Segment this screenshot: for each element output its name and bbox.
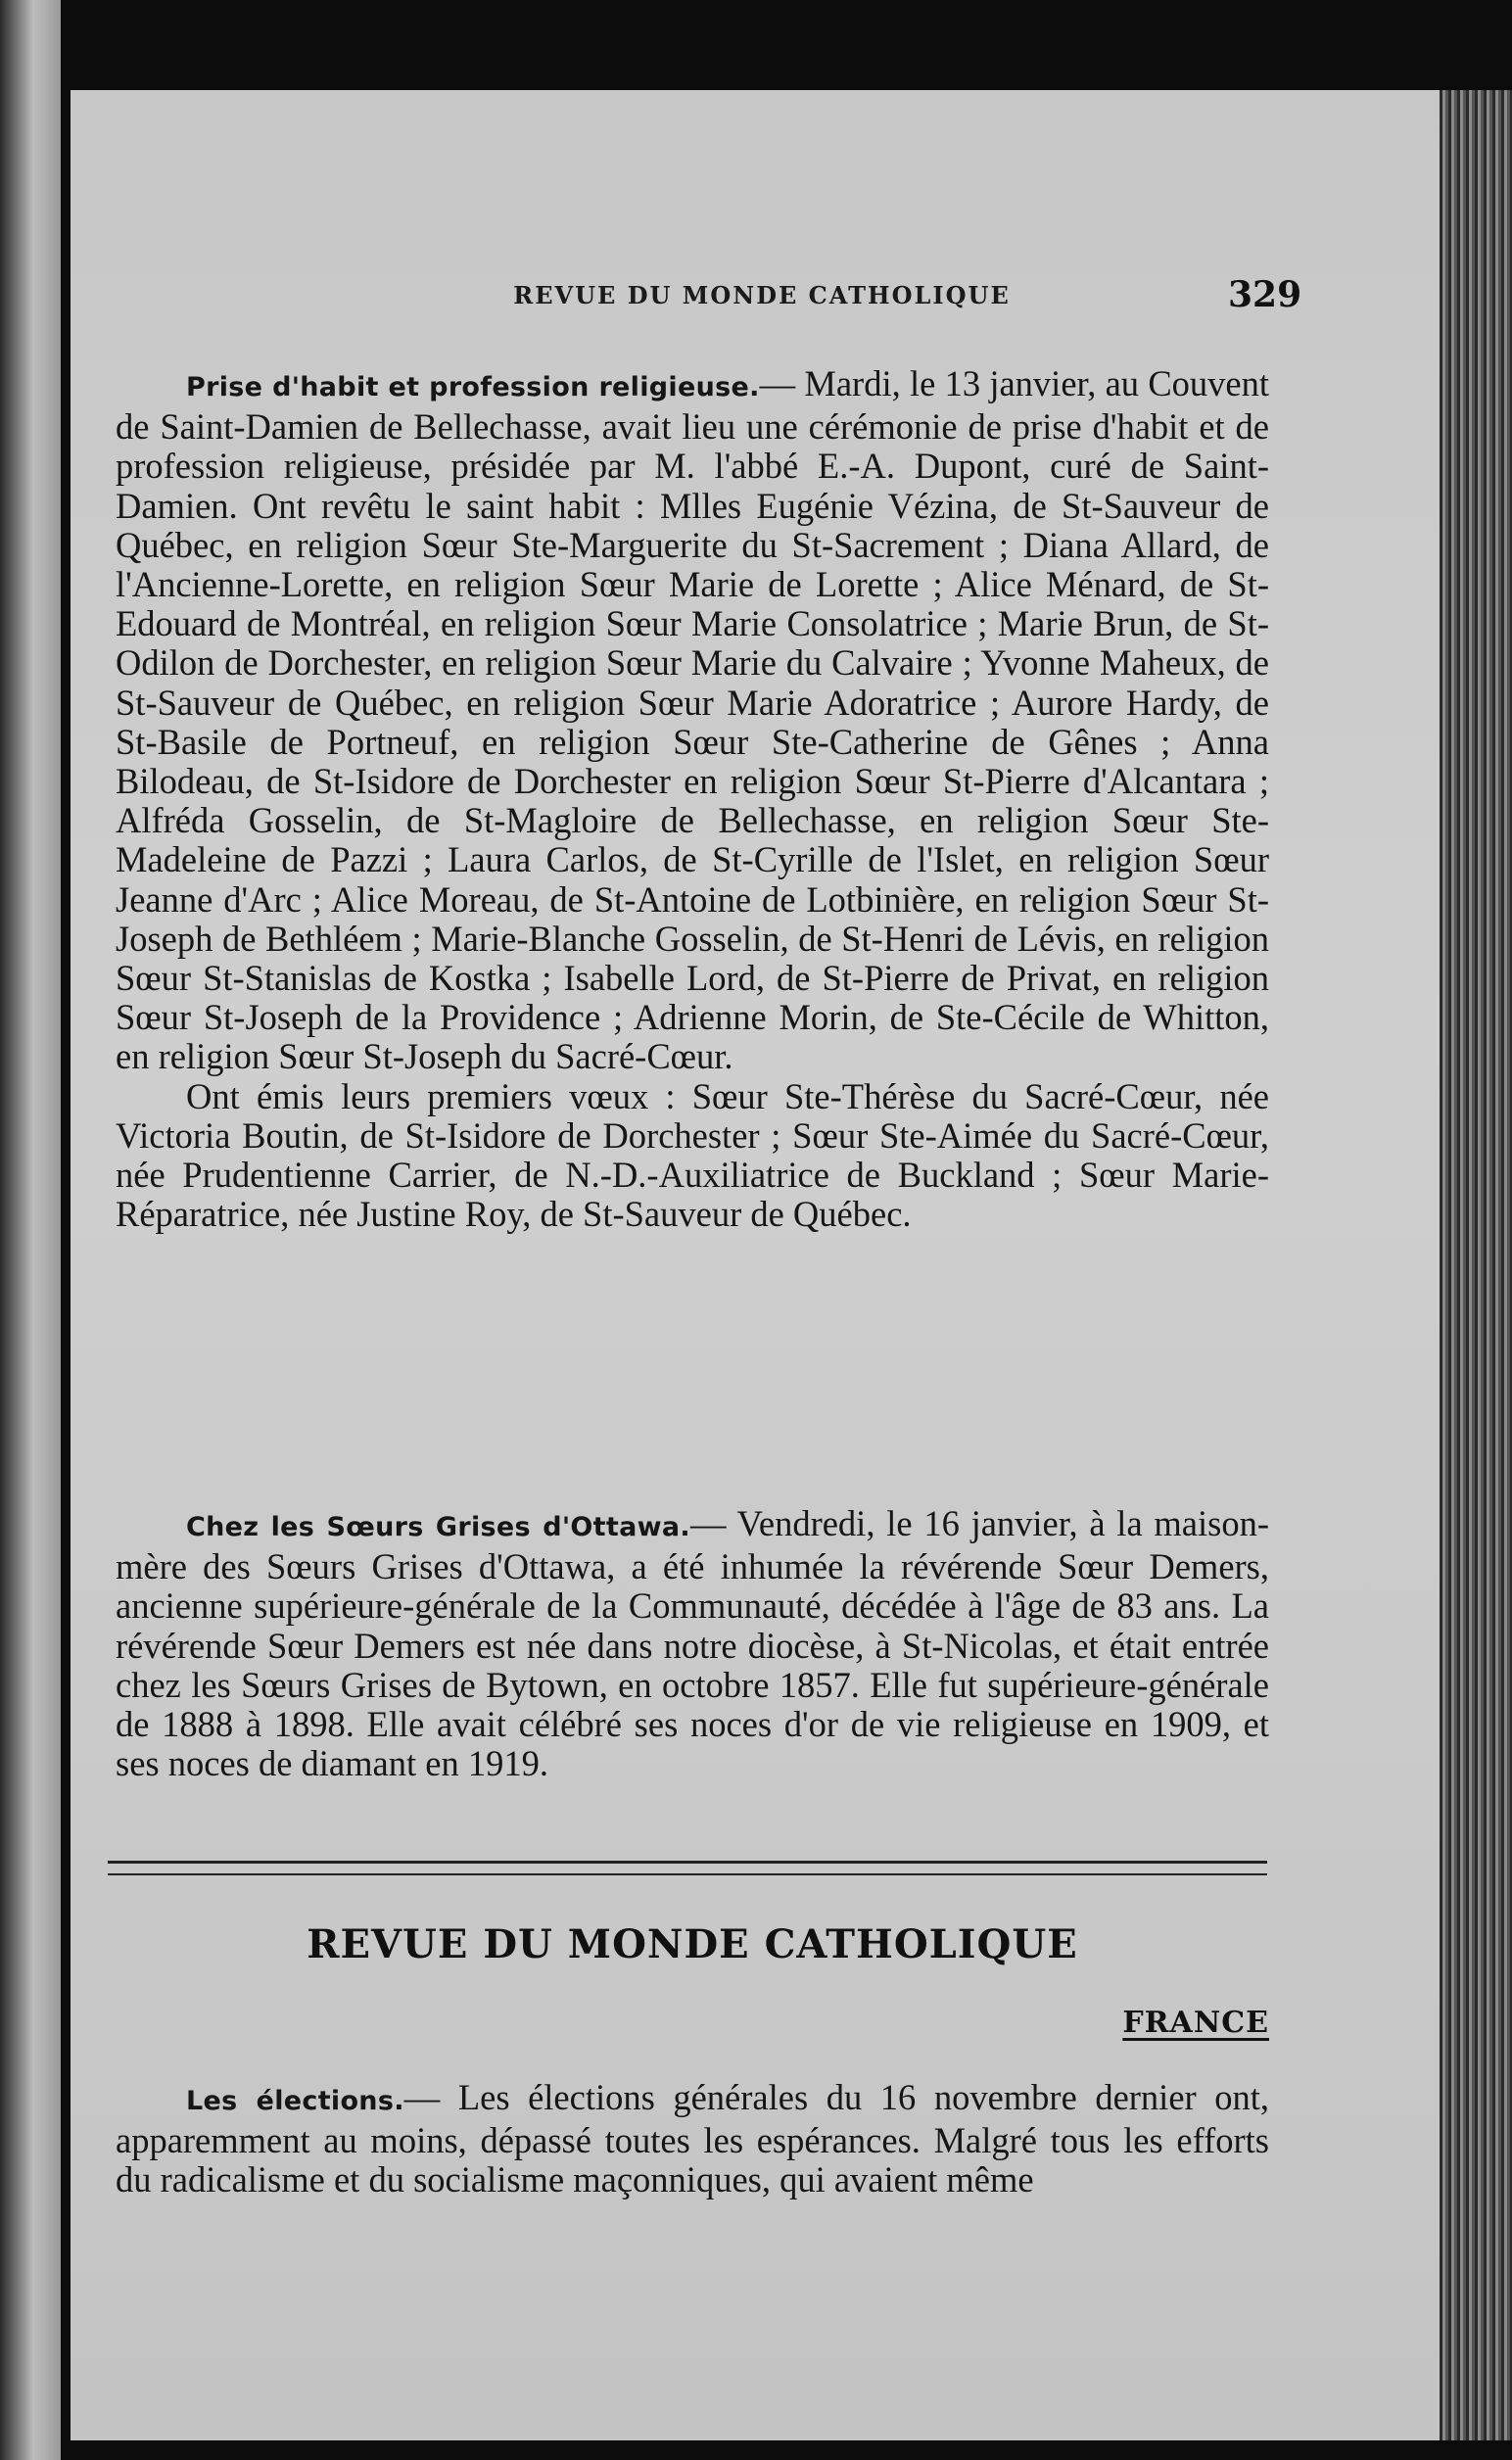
article-body: — Les élections générales du 16 novembre dernier ont, apparemment au moins, dépassé toutes les espérances. Malgré tous les efforts du radicalisme et du socialisme maçonniques, qui avaient même: [116, 2077, 1269, 2200]
article-paragraph: [116, 364, 1269, 1077]
country-heading: FRANCE: [1122, 2006, 1269, 2040]
article-paragraph-2: Ont émis leurs premiers vœux : Sœur Ste-Thérèse du Sacré-Cœur, née Victoria Boutin, de St-Isidore de Dorchester ; Sœur Ste-Aimée du Sacré-Cœur, née Prudentienne Carrier, de N.-D.-Auxiliatrice de Buckland ; Sœur Marie-Réparatrice, née Justine Roy, de St-Sauveur de Québec.: [116, 1075, 1269, 1235]
article-rubric: Chez les Sœurs Grises d'Ottawa.: [186, 1512, 690, 1542]
article-paragraph: [116, 2078, 1269, 2200]
running-head: REVUE DU MONDE CATHOLIQUE: [513, 281, 1011, 309]
facing-page-edge: [0, 0, 61, 2460]
article-body: — Mardi, le 13 janvier, au Couvent de Saint-Damien de Bellechasse, avait lieu une cérémonie de prise d'habit et de profession religieuse, présidée par M. l'abbé E.-A. Dupont, curé de Saint-Damien. Ont revêtu le saint habit : Mlles Eugénie Vézina, de St-Sauveur de Québec, en religion Sœur Ste-Marguerite du St-Sacrement ; Diana Allard, de l'Ancienne-Lorette, en religion Sœur Marie de Lorette ; Alice Ménard, de St-Edouard de Montréal, en religion Sœur Marie Consolatrice ; Marie Brun, de St-Odilon de Dorchester, en religion Sœur Marie du Calvaire ; Yvonne Maheux, de St-Sauveur de Québec, en religion Sœur Marie Adoratrice ; Aurore Hardy, de St-Basile de Portneuf, en religion Sœur Ste-Catherine de Gênes ; Anna Bilodeau, de St-Isidore de Dorchester en religion Sœur St-Pierre d'Alcantara ; Alfréda Gosselin, de St-Magloire de Bellechasse, en religion Sœur Ste-Madeleine de Pazzi ; Laura Carlos, de St-Cyrille de l'Islet, en religion Sœur Jeanne d'Arc ; Alice Moreau, de St-Antoine de Lotbinière, en religion Sœur St-Joseph de Bethléem ; Marie-Blanche Gosselin, de St-Henri de Lévis, en religion Sœur St-Stanislas de Kostka ; Isabelle Lord, de St-Pierre de Privat, en religion Sœur St-Joseph de la Providence ; Adrienne Morin, de Ste-Cécile de Whitton, en religion Sœur St-Joseph du Sacré-Cœur.: [116, 363, 1270, 1077]
article-body: — Vendredi, le 16 janvier, à la maison-mère des Sœurs Grises d'Ottawa, a été inhumée la révérende Sœur Demers, ancienne supérieure-générale de la Communauté, décédée à l'âge de 83 ans. La révérende Sœur Demers est née dans notre diocèse, à St-Nicolas, et était entrée chez les Sœurs Grises de Bytown, en octobre 1857. Elle fut supérieure-générale de 1888 à 1898. Elle avait célébré ses noces d'or de vie religieuse en 1909, et ses noces de diamant en 1919.: [116, 1503, 1270, 1784]
article-elections: [116, 2078, 1269, 2200]
double-rule-divider: [108, 1861, 1267, 1875]
article-prise-d-habit: [116, 364, 1269, 1234]
article-paragraph: [116, 1504, 1269, 1783]
page-stack-edges: [1440, 90, 1512, 2440]
article-rubric: Prise d'habit et profession religieuse.: [186, 372, 760, 402]
article-rubric: Les élections.: [186, 2086, 404, 2116]
page-number: 329: [1228, 274, 1302, 315]
section-heading: REVUE DU MONDE CATHOLIQUE: [307, 1921, 1078, 1967]
article-soeurs-grises: [116, 1504, 1269, 1783]
